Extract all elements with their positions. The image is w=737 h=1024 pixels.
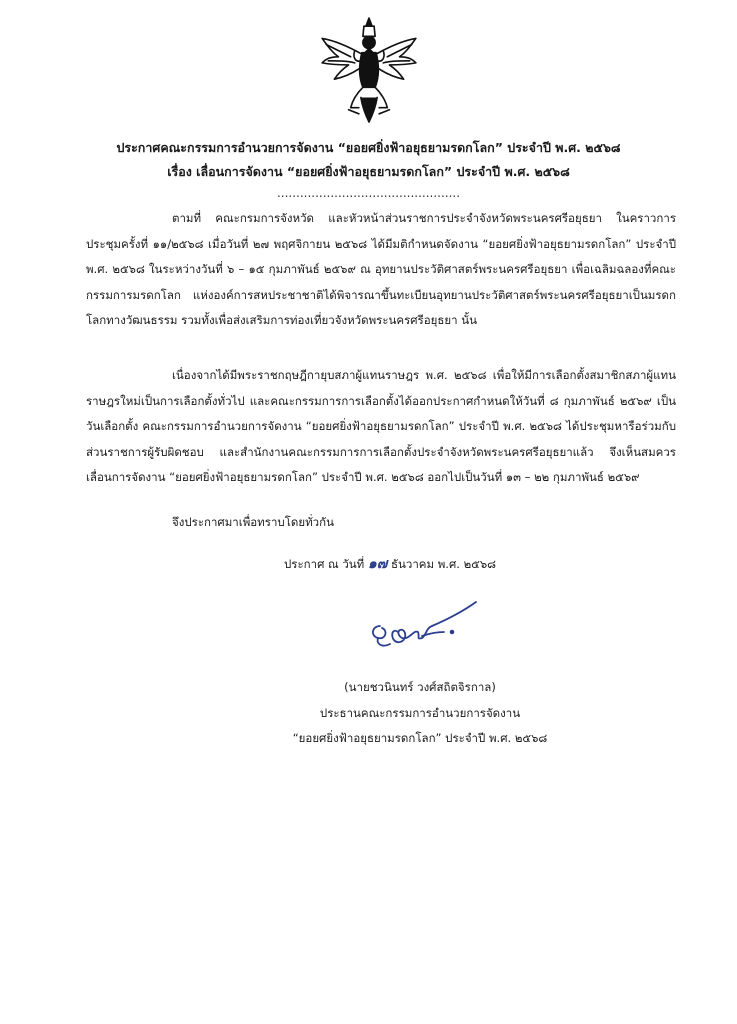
announcement-header bbox=[0, 136, 737, 184]
separator-dots: ................................................ bbox=[276, 186, 461, 200]
signature-block bbox=[250, 675, 590, 752]
body-paragraph-2 bbox=[86, 363, 676, 491]
signatory-position-1: ประธานคณะกรรมการอำนวยการจัดงาน bbox=[319, 705, 521, 720]
paragraph-2-text: เนื่องจากได้มีพระราชกฤษฎีกายุบสภาผู้แทนราษฎร พ.ศ. ๒๕๖๘ เพื่อให้มีการเลือกตั้งสมาชิกสภาผู้แทนราษฎรใหม่เป็นการเลือกตั้งทั่วไป และคณะกรรมการการเลือกตั้งได้ออกประกาศกำหนดให้วันที่ ๘ กุมภาพันธ์ ๒๕๖๙ เป็นวันเลือกตั้ง คณะกรรมการอำนวยการจัดงาน “ยอยศยิ่งฟ้าอยุธยามรดกโลก” ประจำปี พ.ศ. ๒๕๖๘ ได้ประชุมหารือร่วมกับส่วนราชการผู้รับผิดชอบ และสำนักงานคณะกรรมการการเลือกตั้งประจำจังหวัดพระนครศรีอยุธยาแล้ว จึงเห็นสมควรเลื่อนการจัดงาน “ยอยศยิ่งฟ้าอยุธยามรดกโลก” ประจำปี พ.ศ. ๒๕๖๘ ออกไปเป็นวันที่ ๑๓ – ๒๒ กุมภาพันธ์ ๒๕๖๙ bbox=[86, 368, 676, 484]
dateline-day: ๑๗ bbox=[367, 556, 388, 572]
dateline bbox=[284, 553, 496, 575]
dateline-prefix: ประกาศ ณ วันที่ bbox=[284, 557, 365, 571]
body-paragraph-1 bbox=[86, 206, 676, 334]
body-paragraph-3 bbox=[86, 510, 676, 536]
garuda-emblem-icon bbox=[318, 16, 420, 124]
signatory-name: (นายชวนินทร์ วงศ์สถิตจิรกาล) bbox=[344, 680, 496, 694]
signatory-position-2: “ยอยศยิ่งฟ้าอยุธยามรดกโลก” ประจำปี พ.ศ. ๒๕๖๘ bbox=[292, 731, 548, 745]
announcement-subject: เรื่อง เลื่อนการจัดงาน “ยอยศยิ่งฟ้าอยุธยามรดกโลก” ประจำปี พ.ศ. ๒๕๖๘ bbox=[167, 164, 570, 179]
dateline-month-year: ธันวาคม พ.ศ. ๒๕๖๘ bbox=[391, 557, 497, 571]
announcement-title: ประกาศคณะกรรมการอำนวยการจัดงาน “ยอยศยิ่งฟ้าอยุธยามรดกโลก” ประจำปี พ.ศ. ๒๕๖๘ bbox=[116, 140, 621, 155]
paragraph-1-text: ตามที่ คณะกรมการจังหวัด และหัวหน้าส่วนราชการประจำจังหวัดพระนครศรีอยุธยา ในคราวการประชุมครั้งที่ ๑๑/๒๕๖๘ เมื่อวันที่ ๒๗ พฤศจิกายน ๒๕๖๘ ได้มีมติกำหนดจัดงาน “ยอยศยิ่งฟ้าอยุธยามรดกโลก” ประจำปี พ.ศ. ๒๕๖๘ ในระหว่างวันที่ ๖ – ๑๕ กุมภาพันธ์ ๒๕๖๙ ณ อุทยานประวัติศาสตร์พระนครศรีอยุธยา เพื่อเฉลิมฉลองที่คณะกรรมการมรดกโลก แห่งองค์การสหประชาชาติได้พิจารณาขึ้นทะเบียนอุทยานประวัติศาสตร์พระนครศรีอยุธยาเป็นมรดกโลกทางวัฒนธรรม รวมทั้งเพื่อส่งเสริมการท่องเที่ยวจังหวัดพระนครศรีอยุธยา นั้น bbox=[86, 211, 676, 327]
handwritten-signature-icon bbox=[366, 596, 484, 654]
paragraph-3-text: จึงประกาศมาเพื่อทราบโดยทั่วกัน bbox=[172, 515, 334, 529]
